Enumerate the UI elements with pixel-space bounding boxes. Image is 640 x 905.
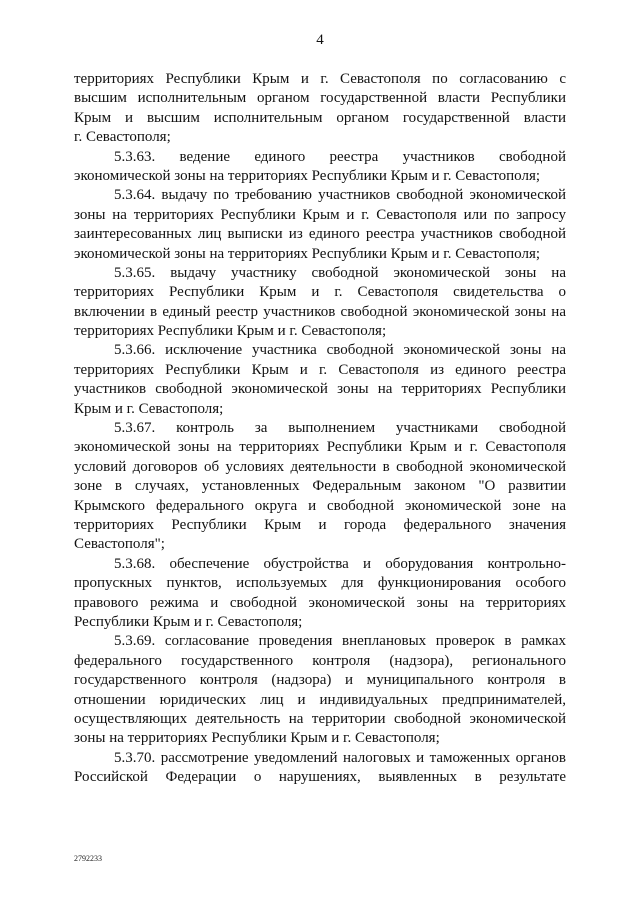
text-line: территориях Республики Крым и г. Севастополя из единого реестра	[74, 361, 566, 378]
text-line: г. Севастополя;	[74, 129, 171, 146]
text-line: зоны на территориях Республики Крым и г. Севастополя или по запросу	[74, 206, 566, 223]
text-line: 5.3.67. контроль за выполнением участниками свободной	[114, 420, 566, 437]
text-line: осуществляющих деятельность на территории свободной экономической	[74, 710, 566, 727]
text-line: Российской Федерации о нарушениях, выявленных в результате	[74, 769, 566, 786]
text-line: территориях Республики Крым и г. Севастополя свидетельства о	[74, 284, 566, 301]
text-line: пропускных пунктов, используемых для функционирования особого	[74, 575, 566, 592]
text-line: экономической зоны на территориях Республики Крым и г. Севастополя;	[74, 167, 541, 184]
body-text	[74, 70, 566, 787]
text-line: экономической зоны на территориях Республики Крым и г. Севастополя	[74, 439, 566, 456]
text-line: территориях Республики Крым и города федерального значения	[74, 516, 566, 533]
text-line: правового режима и свободной экономической зоны на территориях	[74, 594, 566, 611]
page-number: 4	[316, 32, 324, 48]
text-line: 5.3.66. исключение участника свободной экономической зоны на	[114, 342, 566, 359]
text-line: 5.3.64. выдачу по требованию участников свободной экономической	[114, 187, 566, 204]
text-line: экономической зоны на территориях Республики Крым и г. Севастополя;	[74, 245, 541, 262]
text-line: участников свободной экономической зоны на территориях Республики	[74, 381, 566, 398]
text-line: Крым и г. Севастополя;	[74, 400, 224, 417]
document-code: 2792233	[74, 854, 102, 863]
text-line: территориях Республики Крым и г. Севастополя;	[74, 323, 387, 340]
text-line: зоны на территориях Республики Крым и г. Севастополя;	[74, 730, 440, 747]
text-line: высшим исполнительным органом государственной власти Республики	[74, 90, 566, 107]
text-line: условий договоров об условиях деятельности в свободной экономической	[74, 458, 566, 475]
text-line: государственного контроля (надзора) и муниципального контроля в	[74, 672, 566, 689]
text-line: Республики Крым и г. Севастополя;	[74, 613, 303, 630]
text-line: Крым и высшим исполнительным органом государственной власти	[74, 109, 566, 126]
text-line: заинтересованных лиц выписки из единого реестра участников свободной	[74, 226, 566, 243]
text-line: включении в единый реестр участников свободной экономической зоны на	[74, 303, 566, 320]
text-line: 5.3.70. рассмотрение уведомлений налоговых и таможенных органов	[114, 749, 566, 766]
text-line: Крымского федерального округа и свободной экономической зоне на	[74, 497, 566, 514]
text-line: 5.3.68. обеспечение обустройства и оборудования контрольно-	[114, 555, 566, 572]
text-line: отношении юридических лиц и индивидуальных предпринимателей,	[74, 691, 566, 708]
text-line: 5.3.69. согласование проведения внеплановых проверок в рамках	[114, 633, 566, 650]
text-line: федерального государственного контроля (надзора), регионального	[74, 652, 566, 669]
text-line: Севастополя";	[74, 536, 165, 553]
text-line: зоне в случаях, установленных Федеральным законом "О развитии	[74, 478, 566, 495]
text-line: 5.3.63. ведение единого реестра участников свободной	[114, 148, 566, 165]
text-line: 5.3.65. выдачу участнику свободной экономической зоны на	[114, 264, 566, 281]
text-line: территориях Республики Крым и г. Севастополя по согласованию с	[74, 71, 566, 87]
